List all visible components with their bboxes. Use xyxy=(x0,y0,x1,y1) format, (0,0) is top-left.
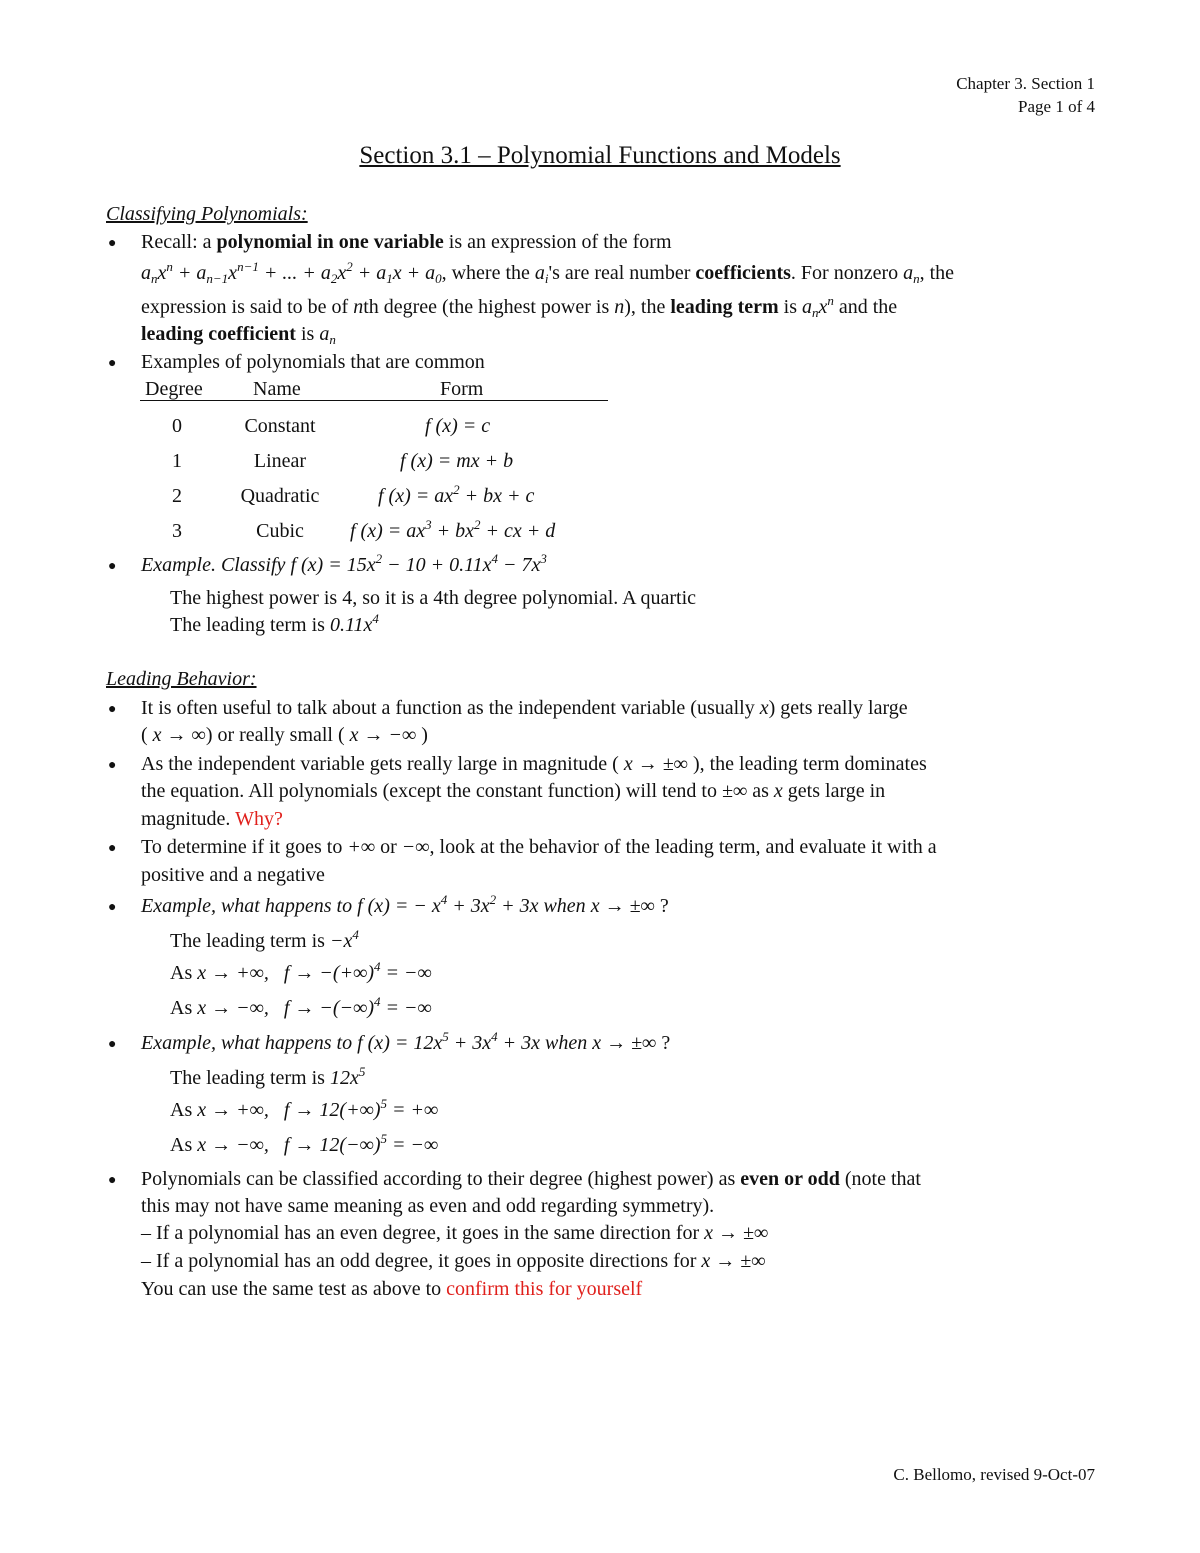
b4-line3: – If a polynomial has an even degree, it goes in the same direction for xyxy=(141,1222,705,1244)
row-degree: 3 xyxy=(172,520,182,542)
row-name: Linear xyxy=(253,450,307,472)
example-2-pos: As x → +∞, f → 12(+∞)$^5$ = +∞ xyxy=(170,1096,439,1121)
leading-b4-line2: this may not have same meaning as even and odd regarding symmetry). xyxy=(141,1195,715,1217)
b2-line2a: the equation. All polynomials (except the constant function) will tend to xyxy=(141,780,722,802)
b4-line4: – If a polynomial has an odd degree, it goes in opposite directions for xyxy=(141,1250,702,1272)
example-1-leading: The leading term is $-x^4$ xyxy=(170,927,359,952)
bullet-icon: ● xyxy=(108,702,117,717)
degree-line: expression is said to be of nth degree (the highest power is n), the leading term is $a_nx^n$ and the xyxy=(141,293,898,320)
ex1-label: Example, what happens to xyxy=(141,895,358,917)
why-question: Why? xyxy=(235,808,283,830)
leading-b2-line2: the equation. All polynomials (except the constant function) will tend to ±∞ as x gets large in xyxy=(141,780,886,802)
bullet-icon: ● xyxy=(108,356,117,371)
b4-line5: You can use the same test as above to xyxy=(141,1278,447,1300)
ex1-when: when xyxy=(538,895,591,917)
degree-text2: ), the xyxy=(624,296,671,318)
general-polynomial-formula: $a_nx^n + a_{n-1}x^{n-1}$ + ... + $a_2x^2 + a_1x + a_0$ xyxy=(141,259,442,286)
leading-b1-line1: It is often useful to talk about a function as the independent variable (usually x) gets really large xyxy=(141,697,908,719)
page-footer: C. Bellomo, revised 9-Oct-07 xyxy=(893,1465,1095,1484)
b2-line1b: ), the leading term dominates xyxy=(692,753,927,775)
example-1-neg: As x → −∞, f → −(−∞)$^4$ = −∞ xyxy=(170,994,432,1019)
leading-b2-line1: As the independent variable gets really large in magnitude ( x → ±∞ ), the leading term dominates xyxy=(141,753,927,775)
b2-line3: magnitude. xyxy=(141,808,236,830)
example-2-neg: As x → −∞, f → 12(−∞)$^5$ = −∞ xyxy=(170,1131,439,1156)
form-where: , where the xyxy=(441,262,535,284)
coefficients-bold: coefficients xyxy=(695,262,791,284)
b2-line2b: as xyxy=(747,780,774,802)
recall-suffix: is an expression of the form xyxy=(443,231,672,253)
row-form: f (x) = c xyxy=(425,415,491,437)
recall-line xyxy=(141,231,672,254)
row-degree: 1 xyxy=(172,450,182,472)
as-label: As xyxy=(170,962,198,984)
form-the: , the xyxy=(919,262,955,284)
ex2-when: when xyxy=(539,1032,593,1054)
confirm-yourself-text: confirm this for yourself xyxy=(446,1278,643,1300)
as-label: As xyxy=(170,1134,198,1156)
as-label: As xyxy=(170,1099,198,1121)
chapter-label: Chapter 3. Section 1 xyxy=(956,74,1095,93)
b1-line1a: It is often useful to talk about a function as the independent variable (usually xyxy=(141,697,760,719)
table-row xyxy=(0,450,1200,476)
leading-coef-is: is xyxy=(295,323,320,345)
table-header-form: Form xyxy=(440,378,484,400)
example-1-question: Example, what happens to f (x) = − $x^4 + 3x^2 + 3x$ when x → ±∞ ? xyxy=(141,892,669,917)
example-line2: The leading term is xyxy=(170,614,330,636)
bullet-icon: ● xyxy=(108,1173,117,1188)
row-name: Quadratic xyxy=(240,485,320,507)
leading-b4-line3: – If a polynomial has an even degree, it goes in the same direction for x → ±∞ xyxy=(141,1222,769,1244)
row-name: Constant xyxy=(244,415,316,437)
leading-b4-line1 xyxy=(141,1168,921,1191)
bullet-icon: ● xyxy=(108,841,117,856)
leading-coefficient-line: leading coefficient is $a_n$ xyxy=(141,323,336,347)
degree-text3: is xyxy=(778,296,802,318)
classify-example: Example. Classify f $(x) = 15x^2 - 10 + 0.11x^4 - 7x^3$ xyxy=(141,551,547,576)
example-answer-2: The leading term is $0.11x^4$ xyxy=(170,611,379,636)
degree-text1: expression is said to be of xyxy=(141,296,354,318)
b3-line1c: , look at the behavior of the leading term, and evaluate it with a xyxy=(429,836,937,858)
bullet-icon: ● xyxy=(108,900,117,915)
leading-coefficient-bold: leading coefficient xyxy=(141,323,296,345)
recall-prefix: Recall: a xyxy=(141,231,217,253)
leading-b4-line5 xyxy=(141,1278,642,1301)
section-heading-leading: Leading Behavior: xyxy=(106,668,257,690)
table-header-name: Name xyxy=(253,378,301,400)
degree-text4: and the xyxy=(833,296,898,318)
row-form: f $(x) = ax^2$ + bx + c xyxy=(378,482,535,507)
b2-line2c: gets large in xyxy=(782,780,886,802)
b4-line1a: Polynomials can be classified according to their degree (highest power) as xyxy=(141,1168,741,1190)
leading-b4-line4: – If a polynomial has an odd degree, it goes in opposite directions for x → ±∞ xyxy=(141,1250,766,1272)
example-answer-1: The highest power is 4, so it is a 4th degree polynomial. A quartic xyxy=(170,587,697,609)
table-row xyxy=(0,415,1200,441)
leading-b3-line2: positive and a negative xyxy=(141,864,325,886)
row-degree: 0 xyxy=(172,415,182,437)
b3-line1b: or xyxy=(375,836,402,858)
page-header xyxy=(956,72,1095,118)
row-form: f $(x) = ax^3 + bx^2$ + cx + d xyxy=(350,517,556,542)
examples-intro: Examples of polynomials that are common xyxy=(141,351,485,373)
b2-line1a: As the independent variable gets really large in magnitude ( xyxy=(141,753,619,775)
table-header-degree: Degree xyxy=(145,378,203,400)
row-name: Cubic xyxy=(256,520,304,542)
polynomial-form-line: $a_nx^n + a_{n-1}x^{n-1}$ + ... + $a_2x^2 + a_1x + a_0$, where the $a_i's$ are real number coefficients. For nonzero $a_n$, the xyxy=(141,259,955,286)
table-row xyxy=(0,517,1200,546)
b1-line2a: ) or really small ( xyxy=(205,724,345,746)
section-heading-classifying: Classifying Polynomials: xyxy=(106,203,308,225)
bullet-icon: ● xyxy=(108,559,117,574)
example-2-leading: The leading term is $12x^5$ xyxy=(170,1064,366,1089)
row-form: f (x) = mx + b xyxy=(400,450,514,472)
ex2-leading-is: The leading term is xyxy=(170,1067,330,1089)
leading-b2-line3 xyxy=(141,808,283,831)
recall-bold: polynomial in one variable xyxy=(216,231,444,253)
table-row xyxy=(0,482,1200,511)
degree-nth: th degree (the highest power is xyxy=(363,296,615,318)
b1-line1b: ) gets really large xyxy=(768,697,908,719)
leading-term-bold: leading term xyxy=(670,296,779,318)
example-label: Example. Classify xyxy=(141,554,291,576)
even-odd-bold: even or odd xyxy=(740,1168,840,1190)
as-label: As xyxy=(170,997,198,1019)
example-2-question: Example, what happens to f $(x) = 12x^5 + 3x^4 + 3x$ when x → ±∞ ? xyxy=(141,1029,671,1054)
bullet-icon: ● xyxy=(108,236,117,251)
leading-b1-line2: ( x → ∞) or really small ( x → −∞ ) xyxy=(141,724,428,746)
ex2-label: Example, what happens to xyxy=(141,1032,358,1054)
ex1-leading-is: The leading term is xyxy=(170,930,330,952)
b3-line1a: To determine if it goes to xyxy=(141,836,348,858)
bullet-icon: ● xyxy=(108,758,117,773)
b4-line1b: (note that xyxy=(839,1168,921,1190)
polynomial-table-header xyxy=(140,378,608,401)
row-degree: 2 xyxy=(172,485,182,507)
leading-b3-line1: To determine if it goes to +∞ or −∞, look at the behavior of the leading term, and evaluate it with a xyxy=(141,836,937,858)
form-coef-text: 's are real number xyxy=(548,262,696,284)
page-title: Section 3.1 – Polynomial Functions and Models xyxy=(359,142,841,169)
bullet-icon: ● xyxy=(108,1037,117,1052)
example-1-pos: As x → +∞, f → −(+∞)$^4$ = −∞ xyxy=(170,959,432,984)
page-number: Page 1 of 4 xyxy=(1018,97,1095,116)
form-nonzero: . For nonzero xyxy=(790,262,904,284)
